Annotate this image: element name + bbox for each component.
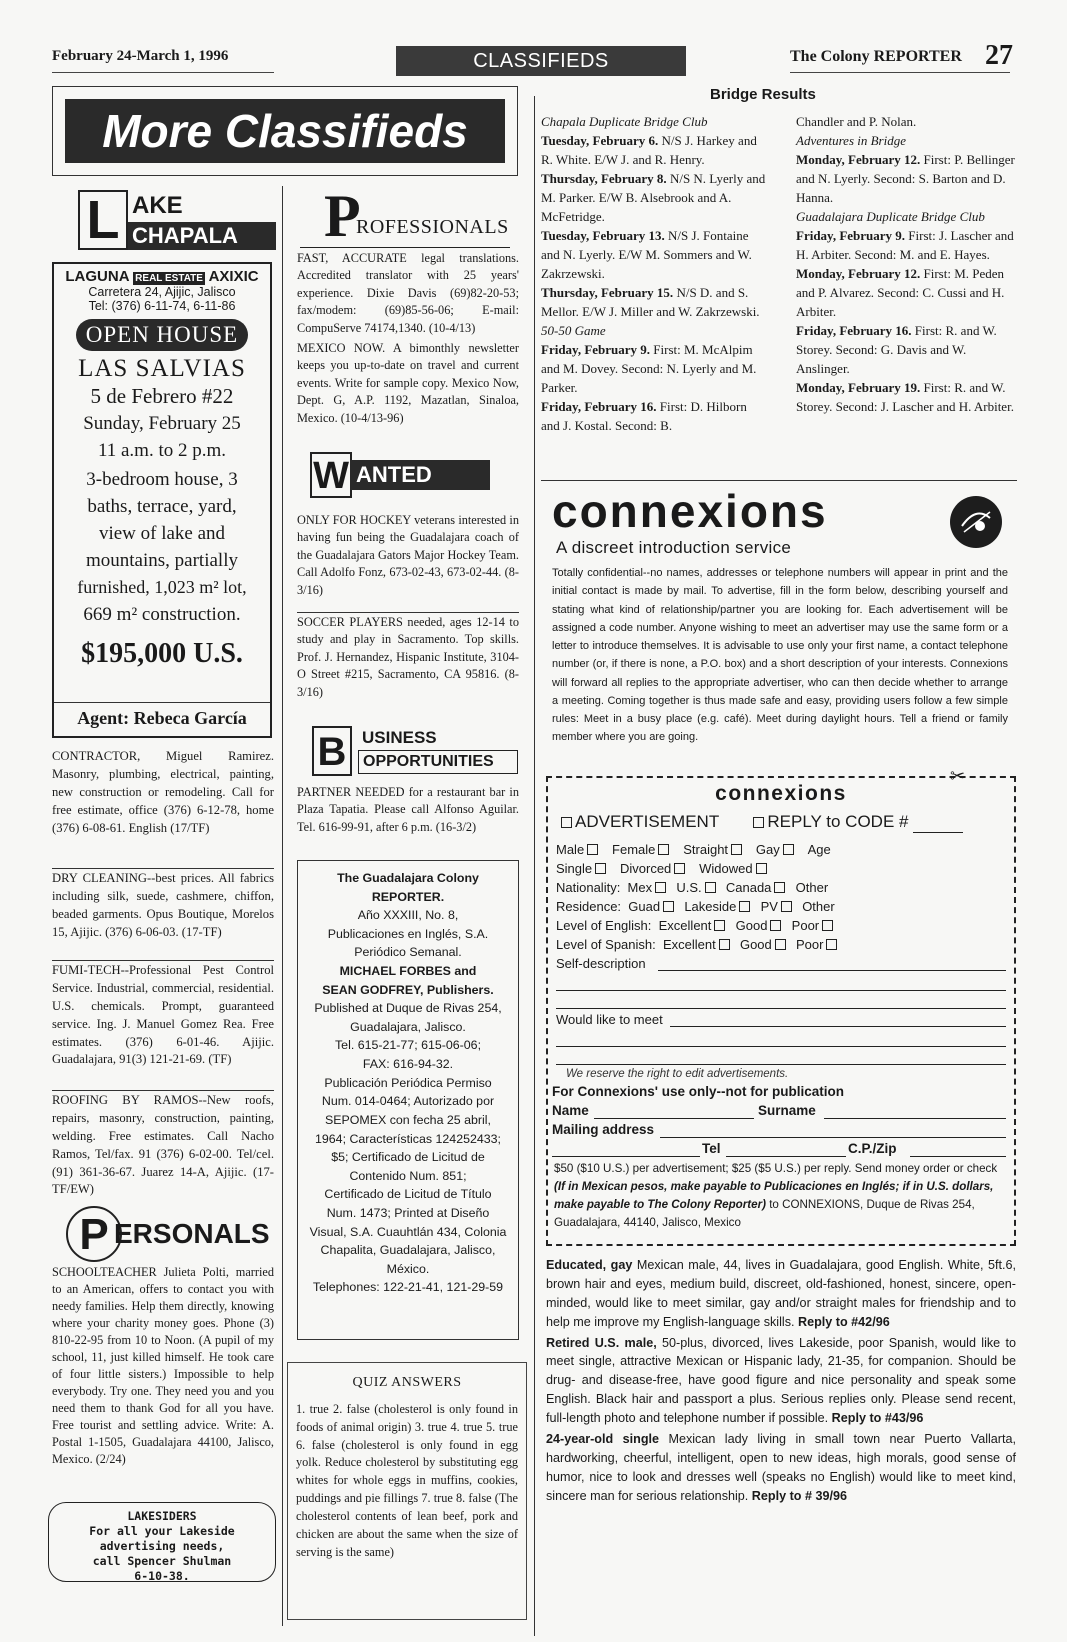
residence-row bbox=[556, 897, 835, 916]
bridge-entry bbox=[541, 283, 767, 321]
classified-mexico-now: MEXICO NOW. A bimonthly newsletter keeps you up-to-date on travel and current events. Write for sample copy. Mexico Now, Dept. G, A.P. 1192, Mazatlan, Sinaloa, Mexico. (10-4/13-96) bbox=[297, 341, 519, 425]
english-row bbox=[556, 916, 836, 935]
masthead-line: Visual, S.A. Cuauhtlán 434, Colonia bbox=[309, 1224, 507, 1239]
divorced-checkbox[interactable] bbox=[674, 863, 685, 874]
cupid-icon bbox=[950, 496, 1002, 548]
bridge-entry bbox=[796, 264, 1016, 321]
english-label: Level of English: bbox=[556, 918, 652, 933]
us-label: U.S. bbox=[676, 880, 702, 895]
classified-hockey: ONLY FOR HOCKEY veterans interested in having fun being the Guadalajara coach of the Guadalajara Gators Major Hockey Team. Call Adolfo Fonz, 673-02-43, 673-02-44. (8-3/16) bbox=[297, 513, 519, 597]
bridge-date: Monday, February 12. bbox=[796, 152, 921, 167]
heading-initial: P bbox=[66, 1206, 122, 1262]
bridge-pairs: First: D. Hilborn and J. Kostal. Second: B. bbox=[541, 399, 747, 433]
heading-word: USINESS bbox=[362, 728, 437, 747]
lakesiders-line-4: call Spencer Shulman bbox=[92, 1554, 232, 1568]
bridge-date: Chandler and P. Nolan. bbox=[796, 114, 917, 129]
banner-title: More Classifieds bbox=[65, 99, 505, 163]
property-desc-2: baths, terrace, yard, bbox=[87, 496, 237, 517]
mex-label: Mex bbox=[627, 880, 653, 895]
bridge-entry bbox=[541, 169, 767, 226]
divorced-label: Divorced bbox=[619, 861, 672, 876]
poor-label: Poor bbox=[791, 918, 820, 933]
gender-row bbox=[556, 840, 831, 859]
spanish-poor-checkbox[interactable] bbox=[826, 939, 837, 950]
masthead-line: México. bbox=[386, 1261, 430, 1276]
bridge-entry bbox=[796, 131, 1016, 150]
name-label: Name bbox=[552, 1103, 589, 1118]
masthead-box bbox=[297, 860, 519, 1340]
rule bbox=[52, 868, 274, 869]
agency-right: AXIXIC bbox=[208, 268, 259, 285]
bridge-entry bbox=[796, 112, 1016, 131]
classified-contractor: CONTRACTOR, Miguel Ramirez. Masonry, plumbing, electrical, painting, new construction or remodeling. Call for free estimate, office (376) 6-12-78, home (376) 6-08-61. English (17/TF) bbox=[52, 749, 274, 835]
spanish-label: Level of Spanish: bbox=[556, 937, 656, 952]
nationality-label: Nationality: bbox=[556, 880, 621, 895]
other-nationality-label: Other bbox=[795, 880, 829, 895]
heading-initial: P bbox=[324, 183, 361, 249]
lakesiders-line-3: advertising needs, bbox=[99, 1539, 225, 1553]
professionals-heading bbox=[300, 183, 510, 249]
personal-ad bbox=[546, 1430, 1016, 1506]
widowed-checkbox[interactable] bbox=[756, 863, 767, 874]
bridge-entry bbox=[541, 226, 767, 283]
other-residence-label: Other bbox=[802, 899, 835, 914]
masthead-line: Periódico Semanal. bbox=[354, 945, 462, 960]
bridge-pairs: N/S N. Lyerly and M. Parker. E/W B. Alsebrook and A. McFetridge. bbox=[541, 171, 766, 224]
age-label: Age bbox=[807, 842, 831, 857]
personal-ad-reply: Reply to #43/96 bbox=[831, 1411, 924, 1426]
header-rule-right bbox=[790, 72, 1010, 73]
lake-chapala-heading bbox=[78, 190, 278, 252]
advertisement-label: ADVERTISEMENT bbox=[575, 812, 719, 831]
masthead-line: Contenido Num. 851; bbox=[349, 1168, 467, 1183]
form-type-row bbox=[558, 812, 963, 833]
classified-translations: FAST, ACCURATE legal translations. Accredited translator with 25 years' experience. Dixie Davis (69)82-20-53; fax/modem: (69)85-56-06; E-mail: CompuServe 74174,1340. (10-4/13) bbox=[297, 251, 519, 335]
straight-checkbox[interactable] bbox=[731, 844, 742, 855]
form-logo: connexions bbox=[715, 782, 847, 805]
classified-partner: PARTNER NEEDED for a restaurant bar in Plaza Tapatia. Please call Alfonso Aguilar. Tel. 616-99-91, after 6 p.m. (16-3/2) bbox=[297, 785, 519, 834]
masthead-line: Guadalajara, Jalisco. bbox=[350, 1019, 466, 1034]
bridge-date: Monday, February 19. bbox=[796, 380, 921, 395]
column-rule bbox=[282, 186, 283, 1626]
quiz-title: QUIZ ANSWERS bbox=[352, 1375, 462, 1390]
self-description-field[interactable] bbox=[658, 970, 1006, 971]
bridge-entry bbox=[541, 112, 767, 131]
excellent-label: Excellent bbox=[658, 918, 712, 933]
english-poor-checkbox[interactable] bbox=[822, 920, 833, 931]
canada-checkbox[interactable] bbox=[774, 882, 785, 893]
connexions-form bbox=[546, 766, 1016, 1246]
personal-ad bbox=[546, 1334, 1016, 1428]
mailing-label: Mailing address bbox=[552, 1122, 655, 1137]
property-desc-3: view of lake and bbox=[98, 523, 226, 544]
rule bbox=[52, 1090, 274, 1091]
english-excellent-checkbox[interactable] bbox=[714, 920, 725, 931]
heading-word: ERSONALS bbox=[114, 1218, 270, 1249]
personal-ad-text: Mexican male, 44, lives in Guadalajara, good English. White, 5ft.6, brown hair and eyes, medium build, discreet, old-fashioned, honest, sincere, open-minded, would like to meet similar, gay and/or straight males for friendship and to help me improve my English-language skills. bbox=[546, 1258, 1016, 1329]
nationality-row bbox=[556, 878, 828, 897]
masthead-line: SEAN GODFREY, Publishers. bbox=[322, 982, 494, 997]
connexions-description: Totally confidential--no names, addresses or telephone numbers will appear in print and the initial contact is made by mail. To advertise, fill in the form below, describing yourself and stating what kind of relationship/partner you are looking for. Each advertisement will be assigned a code number. Anyone wishing to meet an advertiser may use the same form or a letter to introduce themselves. It is advisable to use only your first name, a contact telephone number (or, if there is none, a P.O. box) and a short description of your interests. Connexions will forward all replies to the appropriate advertiser, who can then decide whether to arrange a meeting. Coming together is thus made safe and easy, providing users follow a few simple rules: Meet in a busy place (e.g. café). Meet during daylight hours. Tell a friend or family member where you are going. bbox=[552, 567, 1008, 744]
tel-field[interactable] bbox=[726, 1156, 846, 1157]
surname-label: Surname bbox=[758, 1103, 816, 1118]
spanish-row bbox=[556, 935, 840, 954]
bridge-pairs: First: J. Lascher and H. Arbiter. Second: M. and E. Hayes. bbox=[796, 228, 1014, 262]
guad-checkbox[interactable] bbox=[663, 901, 674, 912]
excellent-label: Excellent bbox=[662, 937, 716, 952]
classified-fumi-tech: FUMI-TECH--Professional Pest Control Service. Industrial, commercial, residential. U.S. chemicals. Prompt, guaranteed service. Ing. J. Manuel Gomez Rea. Free estimates. (376) 6-01-46. Ajijic. Guadalajara, 91(3) 121-21-69. (TF) bbox=[52, 963, 274, 1067]
open-house-badge: OPEN HOUSE bbox=[76, 319, 248, 351]
mailing-field[interactable] bbox=[660, 1137, 1006, 1138]
connexions-ads bbox=[546, 1256, 1016, 1508]
fee-address: to CONNEXIONS, Duque de Rivas 254, Guadalajara, 44140, Jalisco, Mexico bbox=[554, 1197, 975, 1229]
english-good-checkbox[interactable] bbox=[770, 920, 781, 931]
connexions-logo: connexions bbox=[552, 485, 828, 537]
pv-label: PV bbox=[760, 899, 778, 914]
masthead-line: Publicaciones en Inglés, S.A. bbox=[327, 926, 489, 941]
bridge-date: Tuesday, February 13. bbox=[541, 228, 665, 243]
lakesiders-ad bbox=[48, 1502, 276, 1582]
heading-band: ANTED bbox=[350, 460, 490, 490]
rule bbox=[297, 612, 519, 613]
bridge-club-name: Adventures in Bridge bbox=[796, 133, 906, 148]
personal-ad-text: Mexican lady living in small town near Puerto Vallarta, hardworking, cheerful, intelligent, open to new ideas, high morals, good sense of humor, nice to look and dresses well (speaks no English) would like to meet kind, sincere man for serious relationship. bbox=[546, 1432, 1016, 1503]
masthead-line: Certificado de Licitud de Título bbox=[324, 1187, 492, 1202]
bridge-club-name: 50-50 Game bbox=[541, 323, 606, 338]
straight-label: Straight bbox=[683, 842, 729, 857]
bridge-title: Bridge Results bbox=[710, 86, 816, 103]
tel-label: Tel bbox=[702, 1141, 721, 1156]
bridge-pairs: First: R. and W. Storey. Second: G. Davis and W. Anslinger. bbox=[796, 323, 997, 376]
lakesiders-line-5: 6-10-38. bbox=[134, 1569, 190, 1583]
agency-address: Carretera 24, Ajijic, Jalisco bbox=[88, 285, 236, 299]
personals-schoolteacher: SCHOOLTEACHER Julieta Polti, married to an American, offers to contact you with needy families. Help them directly, knowing where your charity money goes. Phone (3) 810-22-95 from 10 to Noon. (A pupil of my school, 11, just killed himself. He took care of four little sisters.) Impossible to help everybody. Try one. They need you and you need them to thank God for all you have. Free tourist and settling advice. Write: A. Postal 1-1505, Guadalajara 44100, Jalisco, Mexico. (2/24) bbox=[52, 1265, 274, 1466]
bridge-date: Friday, February 16. bbox=[796, 323, 912, 338]
property-desc-5: furnished, 1,023 m² lot, bbox=[77, 577, 247, 597]
surname-field[interactable] bbox=[824, 1118, 1006, 1119]
property-name: LAS SALVIAS bbox=[78, 355, 246, 382]
rule bbox=[541, 480, 1017, 481]
female-checkbox[interactable] bbox=[658, 844, 669, 855]
bridge-pairs: First: R. and W. Storey. Second: J. Lascher and H. Arbiter. bbox=[796, 380, 1014, 414]
residence-label: Residence: bbox=[556, 899, 622, 914]
code-field[interactable] bbox=[913, 812, 963, 833]
heading-initial: L bbox=[78, 190, 128, 250]
heading-band: CHAPALA bbox=[128, 222, 276, 250]
guad-label: Guad bbox=[628, 899, 661, 914]
masthead-line: 1964; Características 124252433; bbox=[315, 1131, 501, 1146]
bridge-club-name: Guadalajara Duplicate Bridge Club bbox=[796, 209, 985, 224]
masthead-line: Num. 014-0464; Autorizado por bbox=[321, 1094, 495, 1109]
pv-checkbox[interactable] bbox=[781, 901, 792, 912]
heading-word: AKE bbox=[132, 192, 183, 219]
agency-left: LAGUNA bbox=[65, 268, 129, 285]
masthead-line: Tel. 615-21-77; 615-06-06; bbox=[334, 1038, 482, 1053]
bridge-date: Thursday, February 8. bbox=[541, 171, 667, 186]
lakeside-label: Lakeside bbox=[684, 899, 737, 914]
good-label: Good bbox=[739, 937, 772, 952]
lakesiders-line-1: LAKESIDERS bbox=[127, 1509, 197, 1523]
open-house-time: 11 a.m. to 2 p.m. bbox=[97, 440, 227, 461]
masthead-line: FAX: 616-94-32. bbox=[362, 1057, 454, 1072]
connexions-tagline: A discreet introduction service bbox=[556, 538, 792, 557]
personal-ad bbox=[546, 1256, 1016, 1332]
gay-checkbox[interactable] bbox=[783, 844, 794, 855]
paper-name: The Colony REPORTER bbox=[790, 48, 962, 65]
section-title: CLASSIFIEDS bbox=[396, 46, 686, 76]
business-heading bbox=[312, 726, 522, 778]
mex-checkbox[interactable] bbox=[655, 882, 666, 893]
us-checkbox[interactable] bbox=[705, 882, 716, 893]
bridge-club-name: Chapala Duplicate Bridge Club bbox=[541, 114, 708, 129]
property-price: $195,000 U.S. bbox=[81, 638, 243, 669]
bridge-date: Friday, February 9. bbox=[541, 342, 651, 357]
personal-ad-lead: Retired U.S. male, bbox=[546, 1335, 657, 1350]
masthead-line: REPORTER. bbox=[371, 889, 445, 904]
rule bbox=[52, 960, 274, 961]
lakeside-checkbox[interactable] bbox=[739, 901, 750, 912]
heading-initial: B bbox=[312, 726, 352, 776]
zip-field[interactable] bbox=[910, 1156, 1006, 1157]
personal-ad-reply: Reply to # 39/96 bbox=[751, 1488, 847, 1503]
masthead-line: The Guadalajara Colony bbox=[337, 871, 479, 885]
would-like-field[interactable] bbox=[556, 1064, 1006, 1065]
widowed-label: Widowed bbox=[699, 861, 753, 876]
masthead-line: MICHAEL FORBES and bbox=[339, 964, 477, 979]
classified-roofing: ROOFING BY RAMOS--New roofs, repairs, masonry, construction, painting, welding. Free estimates. Call Nacho Ramos, Tel/fax. 91 (376) 6-02-00. Tel/cel. (91) 361-36-67. Juarez 14-A, Ajijic. (17-TF/EW) bbox=[52, 1093, 274, 1197]
bridge-entry bbox=[541, 397, 767, 435]
personal-ad-reply: Reply to #42/96 bbox=[798, 1314, 890, 1329]
masthead-line: SEPOMEX con fecha 25 abril, bbox=[325, 1112, 491, 1127]
ad-divider bbox=[54, 702, 270, 703]
fee-notice bbox=[554, 1160, 1008, 1232]
good-label: Good bbox=[735, 918, 768, 933]
lakesiders-line-2: For all your Lakeside bbox=[89, 1524, 235, 1538]
mailing-field[interactable] bbox=[552, 1156, 700, 1157]
bridge-entry bbox=[796, 226, 1016, 264]
bridge-results-col-2 bbox=[796, 112, 1016, 416]
spanish-good-checkbox[interactable] bbox=[775, 939, 786, 950]
reply-label: REPLY to CODE # bbox=[767, 812, 909, 831]
advertisement-checkbox[interactable] bbox=[561, 817, 572, 828]
bridge-date: Monday, February 12. bbox=[796, 266, 921, 281]
agent-name: Agent: Rebeca García bbox=[77, 708, 247, 728]
masthead-line: Publicación Periódica Permiso bbox=[324, 1075, 492, 1090]
bridge-entry bbox=[796, 150, 1016, 207]
masthead-line: Telephones: 122-21-41, 121-29-59 bbox=[312, 1280, 504, 1295]
property-desc-6: 669 m² construction. bbox=[83, 604, 241, 625]
personals-heading bbox=[52, 1206, 274, 1264]
bridge-pairs: N/S D. and S. Mellor. E/W J. Miller and W. Zakrzewski. bbox=[541, 285, 760, 319]
bridge-date: Friday, February 9. bbox=[796, 228, 906, 243]
bridge-entry bbox=[541, 340, 767, 397]
classified-soccer: SOCCER PLAYERS needed, ages 12-14 to study and play in Sacramento. Top skills. Prof. J. Hernandez, Hispanic Institute, 3104-O Street #215, Sacramento, CA 95816. (8-3/16) bbox=[297, 615, 519, 699]
male-label: Male bbox=[556, 842, 585, 857]
gay-label: Gay bbox=[755, 842, 780, 857]
would-like-field[interactable] bbox=[670, 1026, 1006, 1027]
masthead-line: $5; Certificado de Licitud de bbox=[331, 1150, 485, 1165]
open-house-ad bbox=[52, 262, 272, 738]
open-house-date: Sunday, February 25 bbox=[83, 413, 241, 434]
masthead-line: Num. 1473; Printed at Diseño bbox=[326, 1205, 490, 1220]
zip-label: C.P./Zip bbox=[848, 1141, 897, 1156]
bridge-pairs: First: M. Peden and P. Alvarez. Second: C. Cussi and H. Arbiter. bbox=[796, 266, 1005, 319]
would-like-label: Would like to meet bbox=[556, 1012, 663, 1027]
bridge-date: Tuesday, February 6. bbox=[541, 133, 659, 148]
bridge-date: Friday, February 16. bbox=[541, 399, 657, 414]
cupid-icon-svg bbox=[950, 496, 1002, 548]
personal-ad-text: 50-plus, divorced, lives Lakeside, poor Spanish, would like to meet single, attractive Mexican or Hispanic lady, 21-35, for companion. Should be drug- and disease-free, have good figure and nice personality and speak some English. Black hair and passport a plus. Serious replies only. Please send recent, full-length photo and telephone number if possible. bbox=[546, 1335, 1016, 1426]
personal-ad-lead: Educated, gay bbox=[546, 1258, 633, 1272]
self-description-field[interactable] bbox=[556, 1008, 1006, 1009]
single-label: Single bbox=[556, 861, 593, 876]
status-row bbox=[556, 859, 770, 878]
male-checkbox[interactable] bbox=[587, 844, 598, 855]
fee-payable: (If in Mexican pesos, make payable to Publicaciones en Inglés; if in U.S. dollars, make payable to The Colony Reporter) bbox=[554, 1179, 994, 1211]
poor-label: Poor bbox=[796, 937, 824, 952]
bridge-pairs: N/S J. Fontaine and N. Lyerly. E/W M. Sommers and W. Zakrzewski. bbox=[541, 228, 752, 281]
self-description-field[interactable] bbox=[556, 990, 1006, 991]
wanted-heading bbox=[310, 452, 490, 498]
spanish-excellent-checkbox[interactable] bbox=[719, 939, 730, 950]
header-rule-left bbox=[52, 72, 274, 73]
single-checkbox[interactable] bbox=[595, 863, 606, 874]
canada-label: Canada bbox=[725, 880, 772, 895]
page-number: 27 bbox=[985, 40, 1013, 71]
issue-date: February 24-March 1, 1996 bbox=[52, 48, 229, 64]
agency-tel: Tel: (376) 6-11-74, 6-11-86 bbox=[88, 299, 236, 313]
property-street: 5 de Febrero #22 bbox=[90, 384, 234, 408]
would-like-field[interactable] bbox=[556, 1046, 1006, 1047]
fee-text: $50 ($10 U.S.) per advertisement; $25 ($5 U.S.) per reply. Send money order or check bbox=[554, 1162, 998, 1175]
bridge-entry bbox=[796, 207, 1016, 226]
bridge-entry bbox=[796, 321, 1016, 378]
reply-checkbox[interactable] bbox=[753, 817, 764, 828]
heading-word: ROFESSIONALS bbox=[356, 216, 509, 238]
bridge-pairs: First: P. Bellinger and N. Lyerly. Second: S. Barton and D. Hanna. bbox=[796, 152, 1015, 205]
edit-notice: We reserve the right to edit advertisements. bbox=[566, 1068, 789, 1080]
bridge-entry bbox=[541, 321, 767, 340]
column-rule bbox=[534, 96, 535, 1636]
bridge-pairs: First: M. McAlpim and M. Dovey. Second: N. Lyerly and M. Parker. bbox=[541, 342, 757, 395]
bridge-date: Thursday, February 15. bbox=[541, 285, 674, 300]
quiz-answers-box bbox=[287, 1362, 527, 1620]
scissors-icon: ✂ bbox=[950, 766, 966, 786]
more-classifieds-banner bbox=[52, 86, 518, 176]
bridge-pairs: N/S J. Harkey and R. White. E/W J. and R. Henry. bbox=[541, 133, 757, 167]
quiz-text: 1. true 2. false (cholesterol is only found in foods of animal origin) 3. true 4. true 5. true 6. false (cholesterol is only found in egg yolk. Reduce cholesterol by substituting egg whites for whole eggs in muffins, cookies, puddings and pie fillings 7. true 8. false (The cholesterol contents of lean beef, pork and chicken are about the same when the size of serving is the same) bbox=[296, 1402, 518, 1559]
bridge-entry bbox=[796, 378, 1016, 416]
masthead-line: Published at Duque de Rivas 254, bbox=[314, 1001, 502, 1016]
female-label: Female bbox=[612, 842, 656, 857]
use-only-notice: For Connexions' use only--not for publication bbox=[552, 1084, 844, 1099]
agency-badge: REAL ESTATE bbox=[135, 273, 203, 284]
heading-initial: W bbox=[310, 452, 352, 498]
heading-band: OPPORTUNITIES bbox=[358, 750, 518, 774]
classified-dry-cleaning: DRY CLEANING--best prices. All fabrics including silk, suede, cashmere, chiffon, beaded garments. Opus Boutique, Morelos 15, Ajijic. (376) 6-06-03. (17-TF) bbox=[52, 871, 274, 939]
masthead-line: Año XXXIII, No. 8, bbox=[357, 908, 459, 923]
agency-name bbox=[54, 268, 270, 285]
self-description-label: Self-description bbox=[556, 956, 646, 971]
property-desc-1: 3-bedroom house, 3 bbox=[86, 469, 238, 490]
personal-ad-lead: 24-year-old single bbox=[546, 1432, 660, 1447]
masthead-line: Chapalita, Guadalajara, Jalisco, bbox=[320, 1243, 496, 1258]
property-desc-4: mountains, partially bbox=[86, 550, 238, 571]
bridge-entry bbox=[541, 131, 767, 169]
name-field[interactable] bbox=[594, 1118, 754, 1119]
bridge-results-col-1 bbox=[541, 112, 767, 435]
